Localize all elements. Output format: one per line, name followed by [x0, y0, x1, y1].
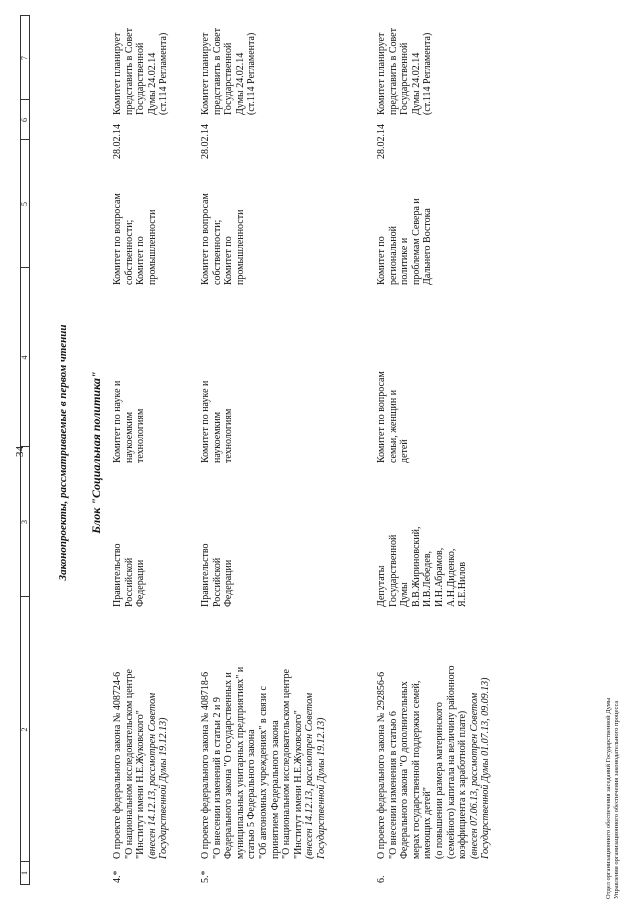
bill-line: "О национальном исследовательском центре — [281, 669, 293, 859]
co-committee-line: политике и — [399, 237, 411, 285]
author-line: Федерации — [223, 559, 235, 607]
co-committee-line: Комитет по вопросам — [112, 193, 123, 285]
bill-line: (семейного) капитала на величину районного — [445, 665, 457, 859]
plan-line: Государственной — [399, 42, 411, 115]
column-header-7: 7 — [20, 56, 29, 60]
author-line: Депутаты — [376, 565, 387, 607]
bill-line: "О внесении изменений в статьи 2 и 9 — [211, 697, 223, 859]
plan-line: Комитет планирует — [200, 32, 211, 115]
plan-line: Думы 24.02.14 — [410, 52, 422, 115]
responsible-committee — [200, 293, 235, 463]
bill-author — [376, 467, 469, 607]
bill-line: "Институт имени Н.Е.Жуковского" — [292, 710, 304, 859]
co-committees — [200, 165, 246, 285]
plan-line: (ст.114 Регламента) — [246, 32, 258, 115]
committee-line: наукоемким — [123, 411, 135, 463]
author-line: А.Н.Диденко, — [445, 548, 457, 607]
consideration-date: 28.02.14 — [200, 124, 211, 159]
consideration-date: 28.02.14 — [376, 124, 387, 159]
plan-line: Комитет планирует — [376, 32, 387, 115]
bill-line: О проекте федерального закона № 292856-6 — [376, 671, 387, 859]
author-line: Я.Е.Нилов — [457, 561, 469, 607]
bill-line: Федерального закона "О дополнительных — [399, 681, 411, 859]
column-header-2: 2 — [20, 727, 29, 732]
bill-note-line: (внесен 14.12.13, рассмотрен Советом — [146, 692, 158, 859]
co-committee-line: промышленности — [146, 209, 158, 285]
bill-line: статью 5 Федерального закона — [246, 729, 258, 859]
committee-line: Комитет по науке и — [200, 380, 211, 463]
plan-line: Государственной — [223, 42, 235, 115]
bill-line: мерах государственной поддержки семей, — [410, 680, 422, 859]
author-line: В.В.Жириновский, — [410, 526, 422, 607]
co-committee-line: Дальнего Востока — [422, 208, 434, 285]
bill-line: "О национальном исследовательском центре — [123, 669, 135, 859]
co-committee-line: Комитет по вопросам — [200, 193, 211, 285]
row-number: 6. — [376, 875, 387, 883]
plan-line: (ст.114 Регламента) — [158, 32, 170, 115]
plan-line: Думы 24.02.14 — [234, 52, 246, 115]
committee-line: Комитет по вопросам — [376, 371, 387, 463]
co-committee-line: региональной — [387, 225, 399, 285]
committee-line: наукоемким — [211, 411, 223, 463]
bill-description — [200, 599, 328, 859]
co-committee-line: промышленности — [234, 209, 246, 285]
committee-line: Комитет по науке и — [112, 380, 123, 463]
page-number: 34 — [14, 446, 26, 457]
plan-line: Думы 24.02.14 — [146, 52, 158, 115]
consideration-date: 28.02.14 — [112, 124, 123, 159]
plan-line: Государственной — [135, 42, 147, 115]
bill-line: О проекте федерального закона № 408724-6 — [112, 671, 123, 859]
author-line: И.В.Лебедев, — [422, 550, 434, 607]
author-line: Государственной — [387, 534, 399, 607]
author-line: И.Н.Абрамов, — [433, 547, 445, 607]
footer-line: Управления организационного обеспечения законодательного процесса — [613, 700, 620, 899]
bill-line: "Об автономных учреждениях" в связи с — [257, 686, 269, 859]
committee-line: детей — [399, 439, 411, 463]
bill-line: имеющих детей" — [422, 787, 434, 859]
bill-note-line: Государственной Думы 01.07.13, 09.09.13) — [480, 677, 492, 859]
bill-line: (о повышении размера материнского — [433, 702, 445, 859]
co-committee-line: Комитет по — [223, 236, 235, 285]
plan-line: Комитет планирует — [112, 32, 123, 115]
column-header-row — [20, 15, 30, 885]
bill-line: "Институт имени Н.Е.Жуковского" — [135, 710, 147, 859]
co-committee-line: проблемам Севера и — [410, 198, 422, 285]
committee-plan — [112, 15, 170, 115]
bill-line: принятием Федерального закона — [269, 720, 281, 859]
column-header-6: 6 — [20, 118, 29, 122]
committee-plan — [376, 15, 434, 115]
plan-line: представить в Совет — [387, 28, 399, 115]
column-header-4: 4 — [20, 355, 29, 360]
author-line: Правительство — [112, 543, 123, 607]
author-line: Думы — [399, 582, 411, 607]
committee-plan — [200, 15, 258, 115]
co-committee-line: Комитет по — [376, 236, 387, 285]
bill-note-line: (внесен 07.06.13, рассмотрен Советом — [468, 692, 480, 859]
author-line: Правительство — [200, 543, 211, 607]
bill-line: Федерального закона "О государственных и — [223, 672, 235, 859]
committee-line: технологиям — [223, 408, 235, 463]
bill-description — [376, 599, 492, 859]
plan-line: представить в Совет — [211, 28, 223, 115]
block-title: Блок "Социальная политика" — [89, 371, 103, 534]
column-header-3: 3 — [20, 520, 29, 524]
committee-line: технологиям — [135, 408, 147, 463]
author-line: Российской — [123, 557, 135, 607]
co-committees — [112, 165, 158, 285]
row-number: 5.* — [200, 870, 211, 883]
responsible-committee — [376, 293, 411, 463]
plan-line: представить в Совет — [123, 28, 135, 115]
bill-line: О проекте федерального закона № 408718-6 — [200, 671, 211, 859]
bill-author — [112, 467, 147, 607]
column-header-1: 1 — [20, 871, 29, 875]
bill-line: коэффициента к заработной плате) — [457, 710, 469, 859]
row-number: 4.* — [112, 870, 123, 883]
bill-author — [200, 467, 235, 607]
author-line: Российской — [211, 557, 223, 607]
bill-line: "О внесении изменения в статью 6 — [387, 711, 399, 859]
co-committee-line: собственности; — [123, 219, 135, 285]
bill-note-line: (внесен 14.12.13, рассмотрен Советом — [304, 692, 316, 859]
committee-line: семьи, женщин и — [387, 389, 399, 463]
author-line: Федерации — [135, 559, 147, 607]
footer — [605, 698, 621, 899]
footer-line: Отдел организационного обеспечения заседаний Государственной Думы — [605, 697, 612, 899]
plan-line: (ст.114 Регламента) — [422, 32, 434, 115]
column-header-5: 5 — [20, 202, 29, 206]
bill-note-line: Государственной Думы 19.12.13) — [158, 717, 170, 859]
responsible-committee — [112, 293, 147, 463]
section-heading: Законопроекты, рассматриваемые в первом чтении — [57, 324, 69, 581]
co-committee-line: Комитет по — [135, 236, 147, 285]
co-committee-line: собственности; — [211, 219, 223, 285]
co-committees — [376, 165, 434, 285]
bill-description — [112, 599, 170, 859]
bill-line: муниципальных унитарных предприятиях" и — [234, 666, 246, 859]
bill-note-line: Государственной Думы 19.12.13) — [315, 717, 327, 859]
